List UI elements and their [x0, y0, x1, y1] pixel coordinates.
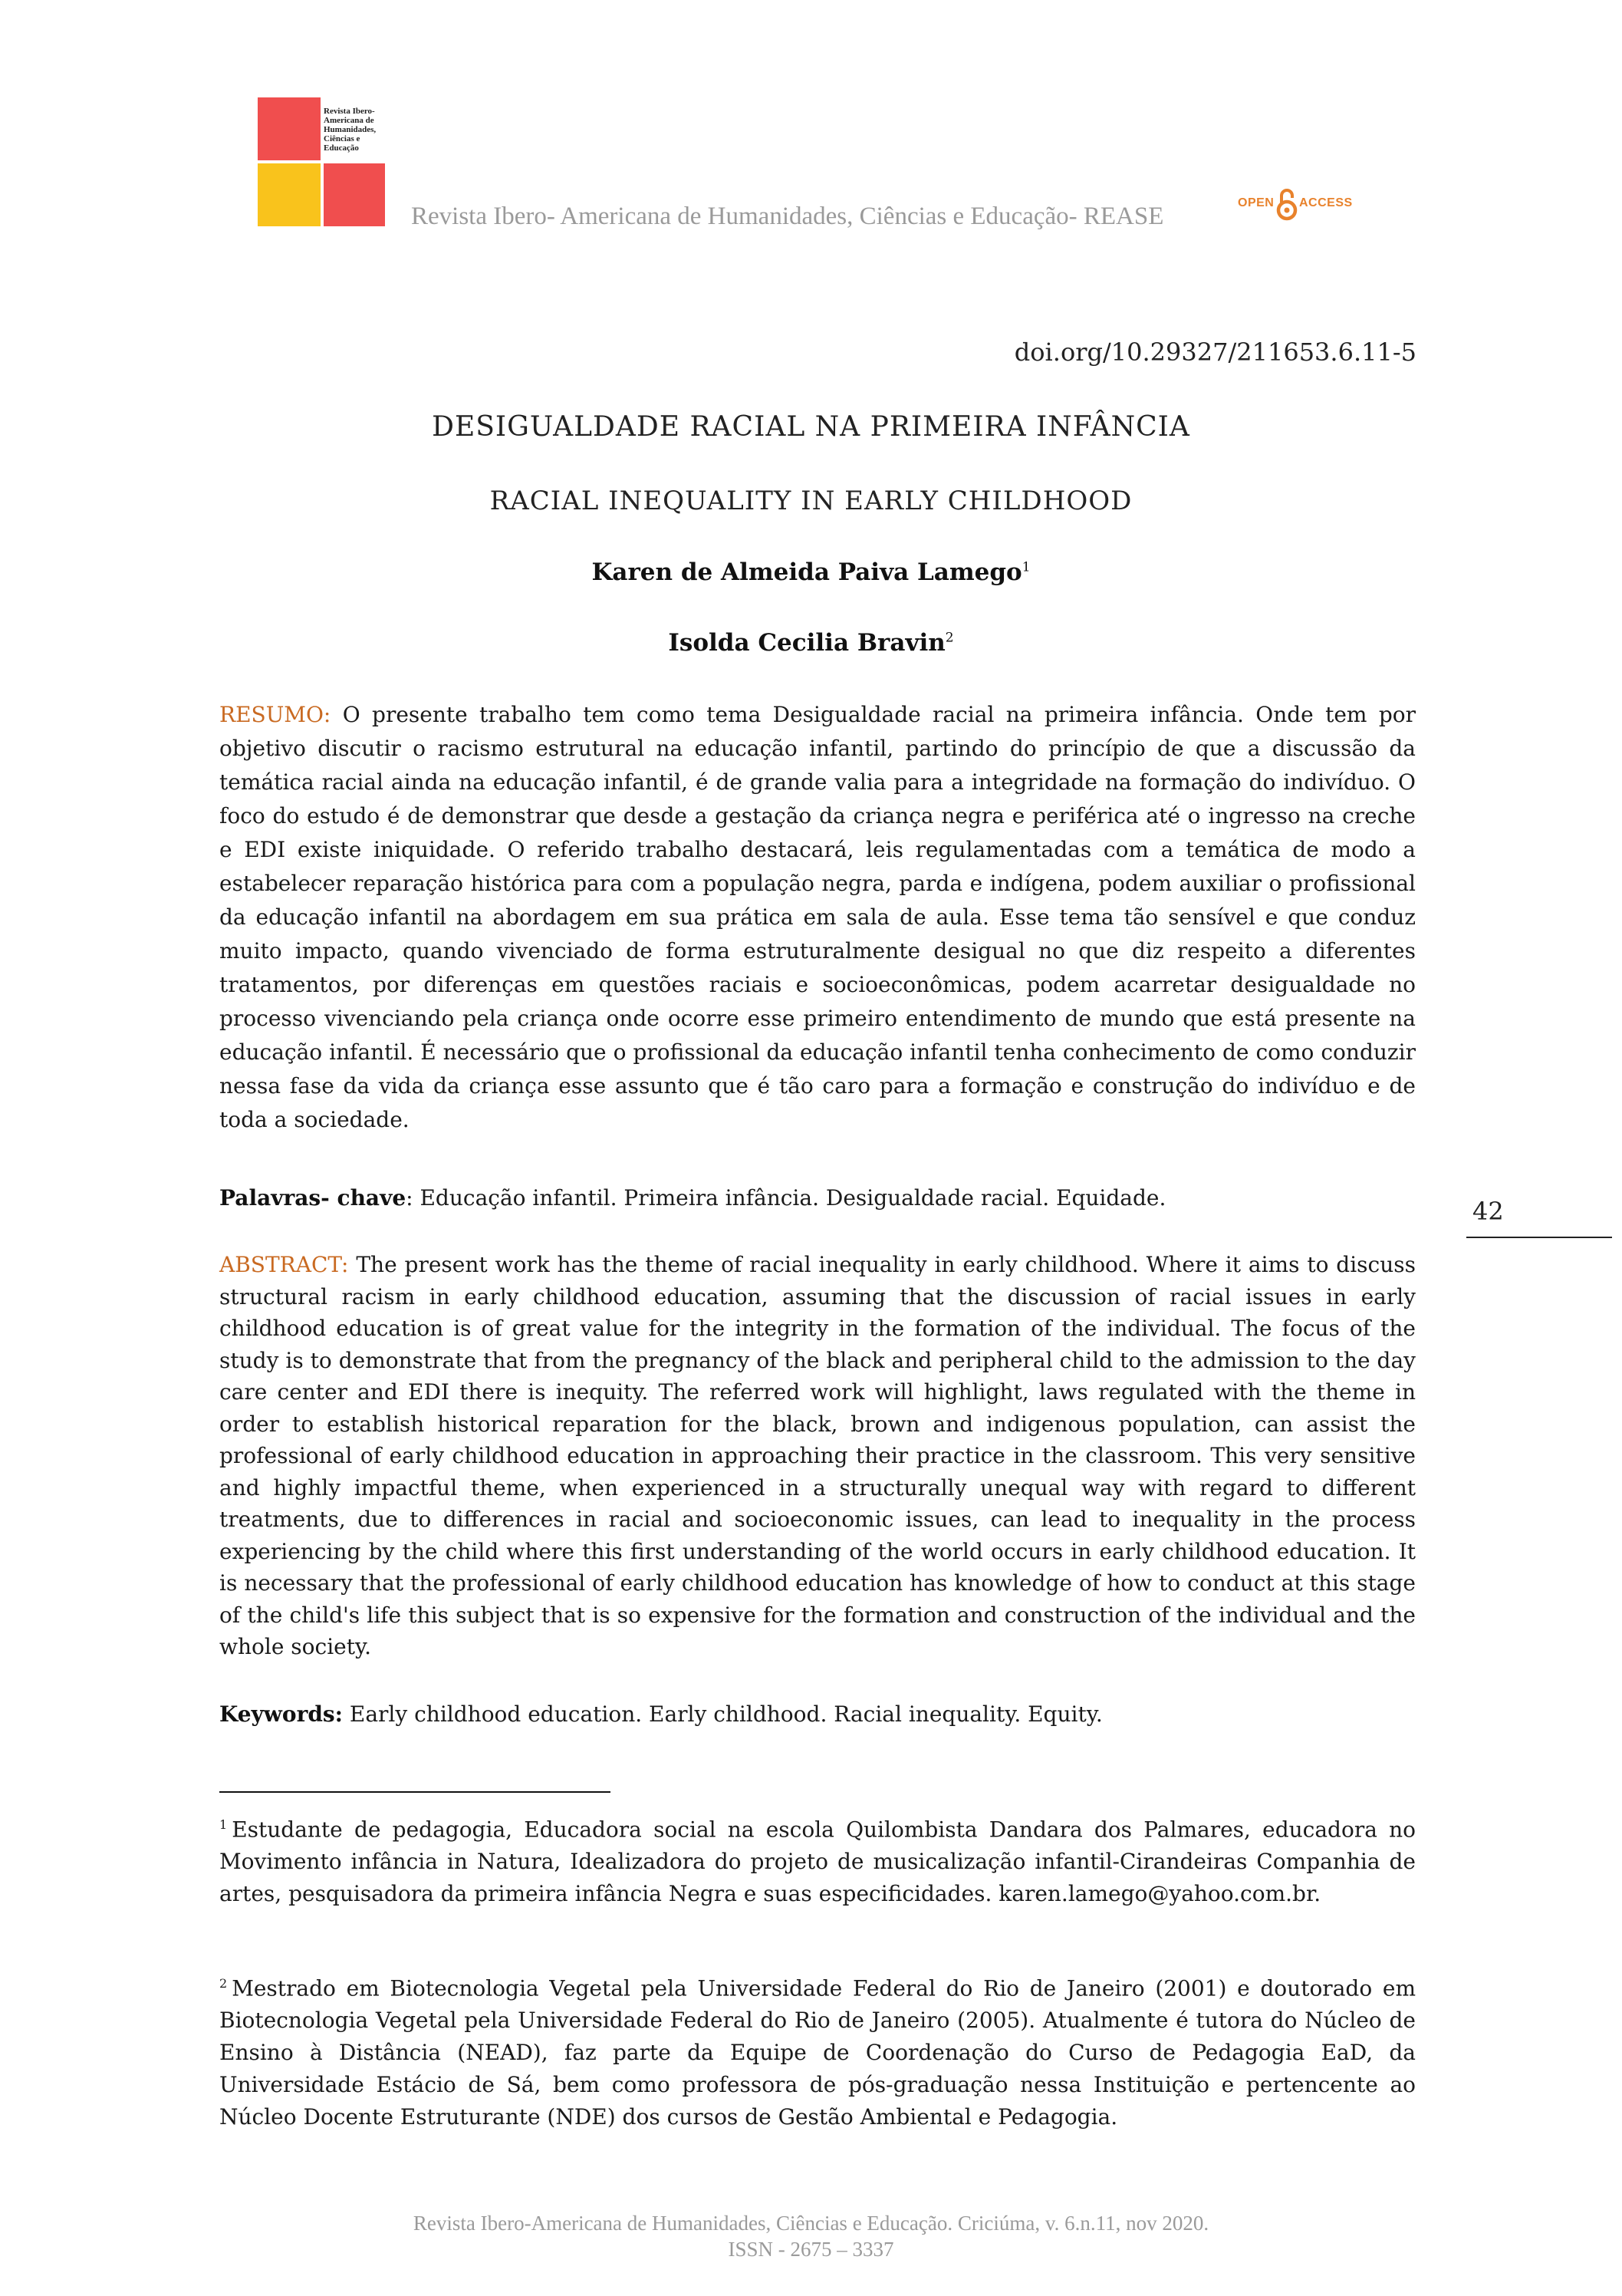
palavras-chave-text: : Educação infantil. Primeira infância. Desigualdade racial. Equidade. — [406, 1185, 1166, 1211]
author-2-footnote-mark: 2 — [945, 630, 954, 646]
open-access-text-access: ACCESS — [1299, 196, 1353, 209]
logo-text: Revista Ibero-Americana de Humanidades, Ciências e Educação — [324, 107, 377, 153]
author-1 — [0, 558, 1622, 586]
doi-link[interactable]: doi.org/10.29327/211653.6.11-5 — [1014, 338, 1416, 367]
author-1-footnote-mark: 1 — [1022, 559, 1031, 575]
keywords-text: Early childhood education. Early childhood. Racial inequality. Equity. — [343, 1701, 1103, 1727]
author-1-name: Karen de Almeida Paiva Lamego — [591, 558, 1022, 586]
footnote-separator — [219, 1791, 610, 1793]
journal-header-title: Revista Ibero- Americana de Humanidades, Ciências e Educação- REASE — [411, 203, 1164, 230]
palavras-chave-label: Palavras- chave — [219, 1185, 406, 1211]
footer-issn: ISSN - 2675 – 3337 — [728, 2238, 894, 2261]
abstract-paragraph — [219, 1249, 1416, 1663]
footer-citation: Revista Ibero-Americana de Humanidades, Ciências e Educação. Criciúma, v. 6.n.11, nov 2020. — [413, 2212, 1209, 2235]
keywords-label: Keywords: — [219, 1701, 344, 1727]
logo-yellow-block — [258, 163, 321, 226]
open-access-text-open: OPEN — [1238, 196, 1275, 209]
keywords-paragraph — [219, 1698, 1416, 1731]
open-access-lock-icon — [1276, 187, 1298, 222]
footnote-1 — [219, 1809, 1416, 1910]
journal-logo — [258, 97, 385, 228]
page-number: 42 — [1472, 1197, 1504, 1226]
abstract-text: The present work has the theme of racial inequality in early childhood. Where it aims to discuss structural racism in early childhood education, assuming that the discussion of racial issues in early childhood education is of great value for the integrity in the formation of the individual. The focus of the study is to demonstrate that from the pregnancy of the black and peripheral child to the admission to the day care center and EDI there is inequity. The referred work will highlight, laws regulated with the theme in order to establish historical reparation for the black, brown and indigenous population, can assist the professional of early childhood education in approaching their practice in the classroom. This very sensitive and highly impactful theme, when experienced in a structurally unequal way with regard to different treatments, due to differences in racial and socioeconomic issues, can lead to inequality in the process experiencing by the child where this first understanding of the world occurs in early childhood education. It is necessary that the professional of early childhood education has knowledge of how to conduct at this stage of the child's life this subject that is so expensive for the formation and construction of the individual and the whole society. — [219, 1252, 1416, 1659]
resumo-text: O presente trabalho tem como tema Desigualdade racial na primeira infância. Onde tem por objetivo discutir o racismo estrutural na educação infantil, partindo do princípio de que a discussão da temática racial ainda na educação infantil, é de grande valia para a integridade na formação do indivíduo. O foco do estudo é de demonstrar que desde a gestação da criança negra e periférica até o ingresso na creche e EDI existe iniquidade. O referido trabalho destacará, leis regulamentadas com a temática de modo a estabelecer reparação histórica para com a população negra, parda e indígena, podem auxiliar o profissional da educação infantil na abordagem em sua prática em sala de aula. Esse tema tão sensível e que conduz muito impacto, quando vivenciado de forma estruturalmente desigual no que diz respeito a diferentes tratamentos, por diferenças em questões raciais e socioeconômicas, podem acarretar desigualdade no processo vivenciando pela criança onde ocorre esse primeiro entendimento de mundo que está presente na educação infantil. É necessário que o profissional da educação infantil tenha conhecimento de como conduzir nessa fase da vida da criança esse assunto que é tão caro para a formação e construção do indivíduo e de toda a sociedade. — [219, 702, 1416, 1132]
footnote-1-mark: 1 — [219, 1817, 228, 1832]
logo-red-block — [258, 97, 321, 160]
page-number-rule — [1466, 1237, 1612, 1238]
abstract-label: ABSTRACT: — [219, 1252, 349, 1277]
title-portuguese: DESIGUALDADE RACIAL NA PRIMEIRA INFÂNCIA — [432, 411, 1190, 443]
open-access-logo — [1238, 186, 1376, 224]
logo-red-block-2 — [324, 163, 385, 226]
author-2-name: Isolda Cecilia Bravin — [668, 629, 946, 657]
resumo-label: RESUMO: — [219, 702, 331, 727]
title-english: RACIAL INEQUALITY IN EARLY CHILDHOOD — [489, 486, 1133, 516]
palavras-chave-paragraph — [219, 1181, 1416, 1215]
resumo-paragraph — [219, 698, 1416, 1137]
footnote-1-text: Estudante de pedagogia, Educadora social na escola Quilombista Dandara dos Palmares, educadora no Movimento infância in Natura, Idealizadora do projeto de musicalização infantil-Cirandeiras Companhia de artes, pesquisadora da primeira infância Negra e suas especificidades. karen.lamego@yahoo.com.br. — [219, 1817, 1416, 1907]
footnote-2-mark: 2 — [219, 1976, 228, 1991]
author-2 — [0, 629, 1622, 657]
footnote-2 — [219, 1968, 1416, 2133]
footnote-2-text: Mestrado em Biotecnologia Vegetal pela Universidade Federal do Rio de Janeiro (2001) e doutorado em Biotecnologia Vegetal pela Universidade Federal do Rio de Janeiro (2005). Atualmente é tutora do Núcleo de Ensino à Distância (NEAD), faz parte da Equipe de Coordenação do Curso de Pedagogia EaD, da Universidade Estácio de Sá, bem como professora de pós-graduação nessa Instituição e pertencente ao Núcleo Docente Estruturante (NDE) dos cursos de Gestão Ambiental e Pedagogia. — [219, 1975, 1416, 2130]
